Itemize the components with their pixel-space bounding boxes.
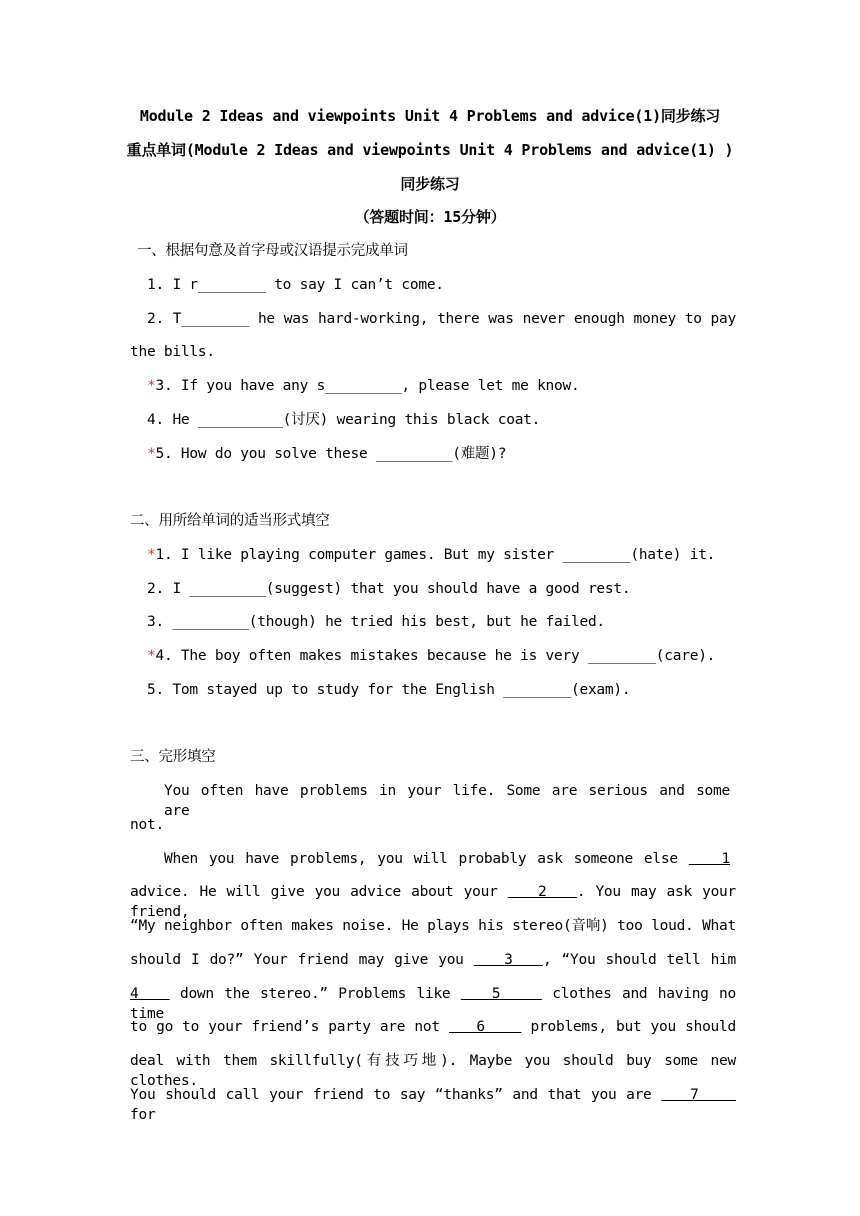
section2-item-3: 3. _________(though) he tried his best, but he failed.: [147, 614, 605, 630]
cloze-blank-4: 4: [130, 986, 170, 1002]
difficulty-star-icon: *: [147, 648, 156, 664]
section1-item-2-cont: the bills.: [130, 344, 215, 360]
cloze-text: When you have problems, you will probably ask someone else: [164, 851, 678, 867]
cloze-blank-6: 6: [448, 1019, 522, 1035]
section1-item-1: 1. I r________ to say I can’t come.: [147, 277, 444, 293]
cloze-text: advice. He will give you advice about your: [130, 884, 498, 900]
cloze-line-8: [130, 1085, 736, 1125]
section2-item-5: 5. Tom stayed up to study for the English ________(exam).: [147, 682, 631, 698]
difficulty-star-icon: *: [147, 378, 156, 394]
cloze-text: for: [130, 1107, 156, 1123]
section2-item-4-text: 4. The boy often makes mistakes because he is very ________(care).: [155, 648, 716, 664]
cloze-blank-3: 3: [473, 952, 543, 968]
cloze-text: You should call your friend to say “thanks” and that you are: [130, 1087, 652, 1103]
difficulty-star-icon: *: [147, 446, 156, 462]
section3-heading: 三、完形填空: [130, 749, 216, 765]
section1-item-4: 4. He __________(讨厌) wearing this black coat.: [147, 412, 541, 428]
document-title-line3: 同步练习: [400, 175, 460, 193]
section1-item-5: [147, 444, 753, 464]
section1-heading: 一、根据句意及首字母或汉语提示完成单词: [137, 243, 408, 259]
cloze-line-4: [130, 950, 736, 970]
section2-item-1-text: 1. I like playing computer games. But my sister ________(hate) it.: [155, 547, 716, 563]
cloze-para1-cont: not.: [130, 817, 164, 833]
cloze-line-3: “My neighbor often makes noise. He plays his stereo(音响) too loud. What: [130, 918, 736, 934]
section2-heading: 二、用所给单词的适当形式填空: [130, 513, 330, 529]
cloze-blank-5: 5: [460, 986, 542, 1002]
cloze-line-6: [130, 1017, 736, 1037]
section2-item-4: [147, 646, 753, 666]
cloze-text: should I do?” Your friend may give you: [130, 952, 464, 968]
document-title-line1: Module 2 Ideas and viewpoints Unit 4 Problems and advice(1)同步练习: [139, 107, 721, 125]
answer-time: （答题时间：15分钟）: [354, 208, 506, 226]
section2-item-2: 2. I _________(suggest) that you should have a good rest.: [147, 581, 631, 597]
cloze-text: , “You should tell him: [542, 952, 737, 968]
section1-item-3-text: 3. If you have any s_________, please let me know.: [155, 378, 580, 394]
cloze-text: clothes and having no time: [130, 986, 736, 1022]
cloze-para1: You often have problems in your life. Some are serious and some are: [164, 783, 730, 819]
cloze-text: . You may ask your friend,: [130, 884, 737, 920]
cloze-text: down the stereo.” Problems like: [179, 986, 451, 1002]
section2-item-1: [147, 545, 753, 565]
section1-item-2: 2. T________ he was hard-working, there was never enough money to pay: [147, 311, 736, 327]
cloze-text: to go to your friend’s party are not: [130, 1019, 440, 1035]
document-title-line2: 重点单词(Module 2 Ideas and viewpoints Unit 4 Problems and advice(1) ): [126, 141, 734, 159]
section1-item-3: [147, 376, 753, 396]
cloze-blank-1: 1: [688, 851, 731, 867]
difficulty-star-icon: *: [147, 547, 156, 563]
section1-item-5-text: 5. How do you solve these _________(难题)?: [155, 446, 507, 462]
cloze-line-1: [164, 849, 730, 869]
cloze-line-7: deal with them skillfully(有技巧地). Maybe you should buy some new clothes.: [130, 1053, 736, 1089]
cloze-blank-7: 7: [661, 1087, 736, 1103]
cloze-blank-2: 2: [507, 884, 577, 900]
cloze-text: problems, but you should: [530, 1019, 737, 1035]
